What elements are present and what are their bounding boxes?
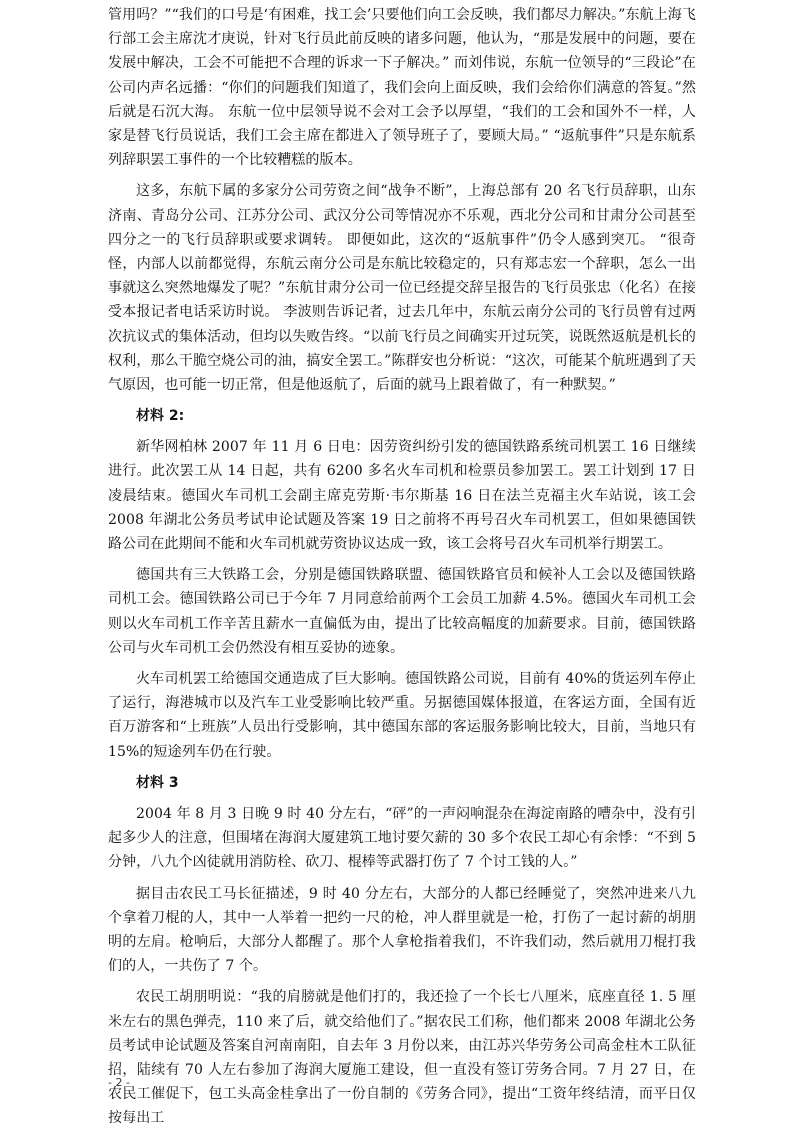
paragraph-3-3: 农民工胡朋明说：“我的肩膀就是他们打的，我还捡了一个长七八厘米，底座直径 1. 5 厘米左右的黑色弹壳，110 来了后，就交给他们了。”据农民工们称，他们都来 2008 年湖北公务员考试申论试题及答案自河南南阳，自去年 3 月份以来，由江苏兴华劳务公司高金柱木工队征招，陆续有 70 人左右参加了海润大厦施工建设，但一直没有签订劳务合同。7 月 27 日，在农民工催促下，包工头高金桂拿出了一份自制的《劳务合同》，提出“工资年终结清，而平日仅按每出工 xyxy=(108,989,696,1127)
material-3-heading: 材料 3 xyxy=(136,774,179,791)
paragraph-1-1: 管用吗？”“我们的口号是‘有困难，找工会’只要他们向工会反映，我们都尽力解决。”东航上海飞行部工会主席沈才庚说，针对飞行员此前反映的诸多问题，他认为，“那是发展中的问题，要在发展中解决，工会不可能把不合理的诉求一下子解决。” 而刘伟说，东航一位领导的“三段论”在公司内声名远播：“你们的问题我们知道了，我们会向上面反映，我们会给你们满意的答复。”然后就是石沉大海。 东航一位中层领导说不会对工会予以厚望，“我们的工会和国外不一样，人家是替飞行员说话，我们工会主席在都进入了领导班子了，要顾大局。” “返航事件”只是东航系列辞职罢工事件的一个比较糟糕的版本。 xyxy=(108,7,696,169)
page-number: - 2 - xyxy=(108,1076,130,1089)
paragraph-3-1: 2004 年 8 月 3 日晚 9 时 40 分左右，“砰”的一声闷响混杂在海淀南路的嘈杂中，没有引起多少人的注意，但围堵在海润大厦建筑工地讨要欠薪的 30 多个农民工却心有余悸：“不到 5 分钟，八九个凶徒就用消防栓、砍刀、棍棒等武器打伤了 7 个讨工钱的人。” xyxy=(108,805,696,871)
paragraph-2-3: 火车司机罢工给德国交通造成了巨大影响。德国铁路公司说，目前有 40%的货运列车停止了运行，海港城市以及汽车工业受影响比较严重。另据德国媒体报道，在客运方面，全国有近百万游客和“上班族”人员出行受影响，其中德国东部的客运服务影响比较大，目前，当地只有 15%的短途列车仍在行驶。 xyxy=(108,671,696,760)
paragraph-2-1: 新华网柏林 2007 年 11 月 6 日电：因劳资纠纷引发的德国铁路系统司机罢工 16 日继续进行。此次罢工从 14 日起，共有 6200 多名火车司机和检票员参加罢工。罢工计划到 17 日凌晨结束。德国火车司机工会副主席克劳斯·韦尔斯基 16 日在法兰克福主火车站说，该工会 2008 年湖北公务员考试申论试题及答案 19 日之前将不再号召火车司机罢工，但如果德国铁路公司在此期间不能和火车司机就劳资协议达成一致，该工会将号召火车司机举行期罢工。 xyxy=(108,439,696,553)
material-2-heading: 材料 2: xyxy=(136,408,185,425)
document-content xyxy=(108,0,696,1131)
paragraph-1-2: 这多，东航下属的多家分公司劳资之间“战争不断”，上海总部有 20 名飞行员辞职，山东济南、青岛分公司、江苏分公司、武汉分公司等情况亦不乐观，西北分公司和甘肃分公司甚至四分之一的飞行员辞职或要求调转。 即便如此，这次的“返航事件”仍令人感到突兀。 “很奇怪，内部人以前都觉得，东航云南分公司是东航比较稳定的，只有郑志宏一个辞职，怎么一出事就这么突然地爆发了呢？”东航甘肃分公司一位已经提交辞呈报告的飞行员张忠（化名）在接受本报记者电话采访时说。 李波则告诉记者，过去几年中，东航云南分公司的飞行员曾有过两次抗议式的集体活动，但均以失败告终。“以前飞行员之间确实开过玩笑，说既然返航是机长的权利，那么干脆空烧公司的油，搞安全罢工。”陈群安也分析说：“这次，可能某个航班遇到了天气原因，也可能一切正常，但是他返航了，后面的就马上跟着做了，有一种默契。” xyxy=(108,183,696,394)
paragraph-3-2: 据目击农民工马长征描述，9 时 40 分左右，大部分的人都已经睡觉了，突然冲进来八九个拿着刀棍的人，其中一人举着一把约一尺的枪，冲人群里就是一枪，打伤了一起讨薪的胡朋明的左肩。枪响后，大部分人都醒了。那个人拿枪指着我们，不许我们动，然后就用刀棍打我们的人，一共伤了 7 个。 xyxy=(108,885,696,975)
paragraph-2-2: 德国共有三大铁路工会，分别是德国铁路联盟、德国铁路官员和候补人工会以及德国铁路司机工会。德国铁路公司已于今年 7 月同意给前两个工会员工加薪 4.5%。德国火车司机工会则以火车司机工作辛苦且薪水一直偏低为由，提出了比较高幅度的加薪要求。目前，德国铁路公司与火车司机工会仍然没有相互妥协的迹象。 xyxy=(108,567,696,656)
